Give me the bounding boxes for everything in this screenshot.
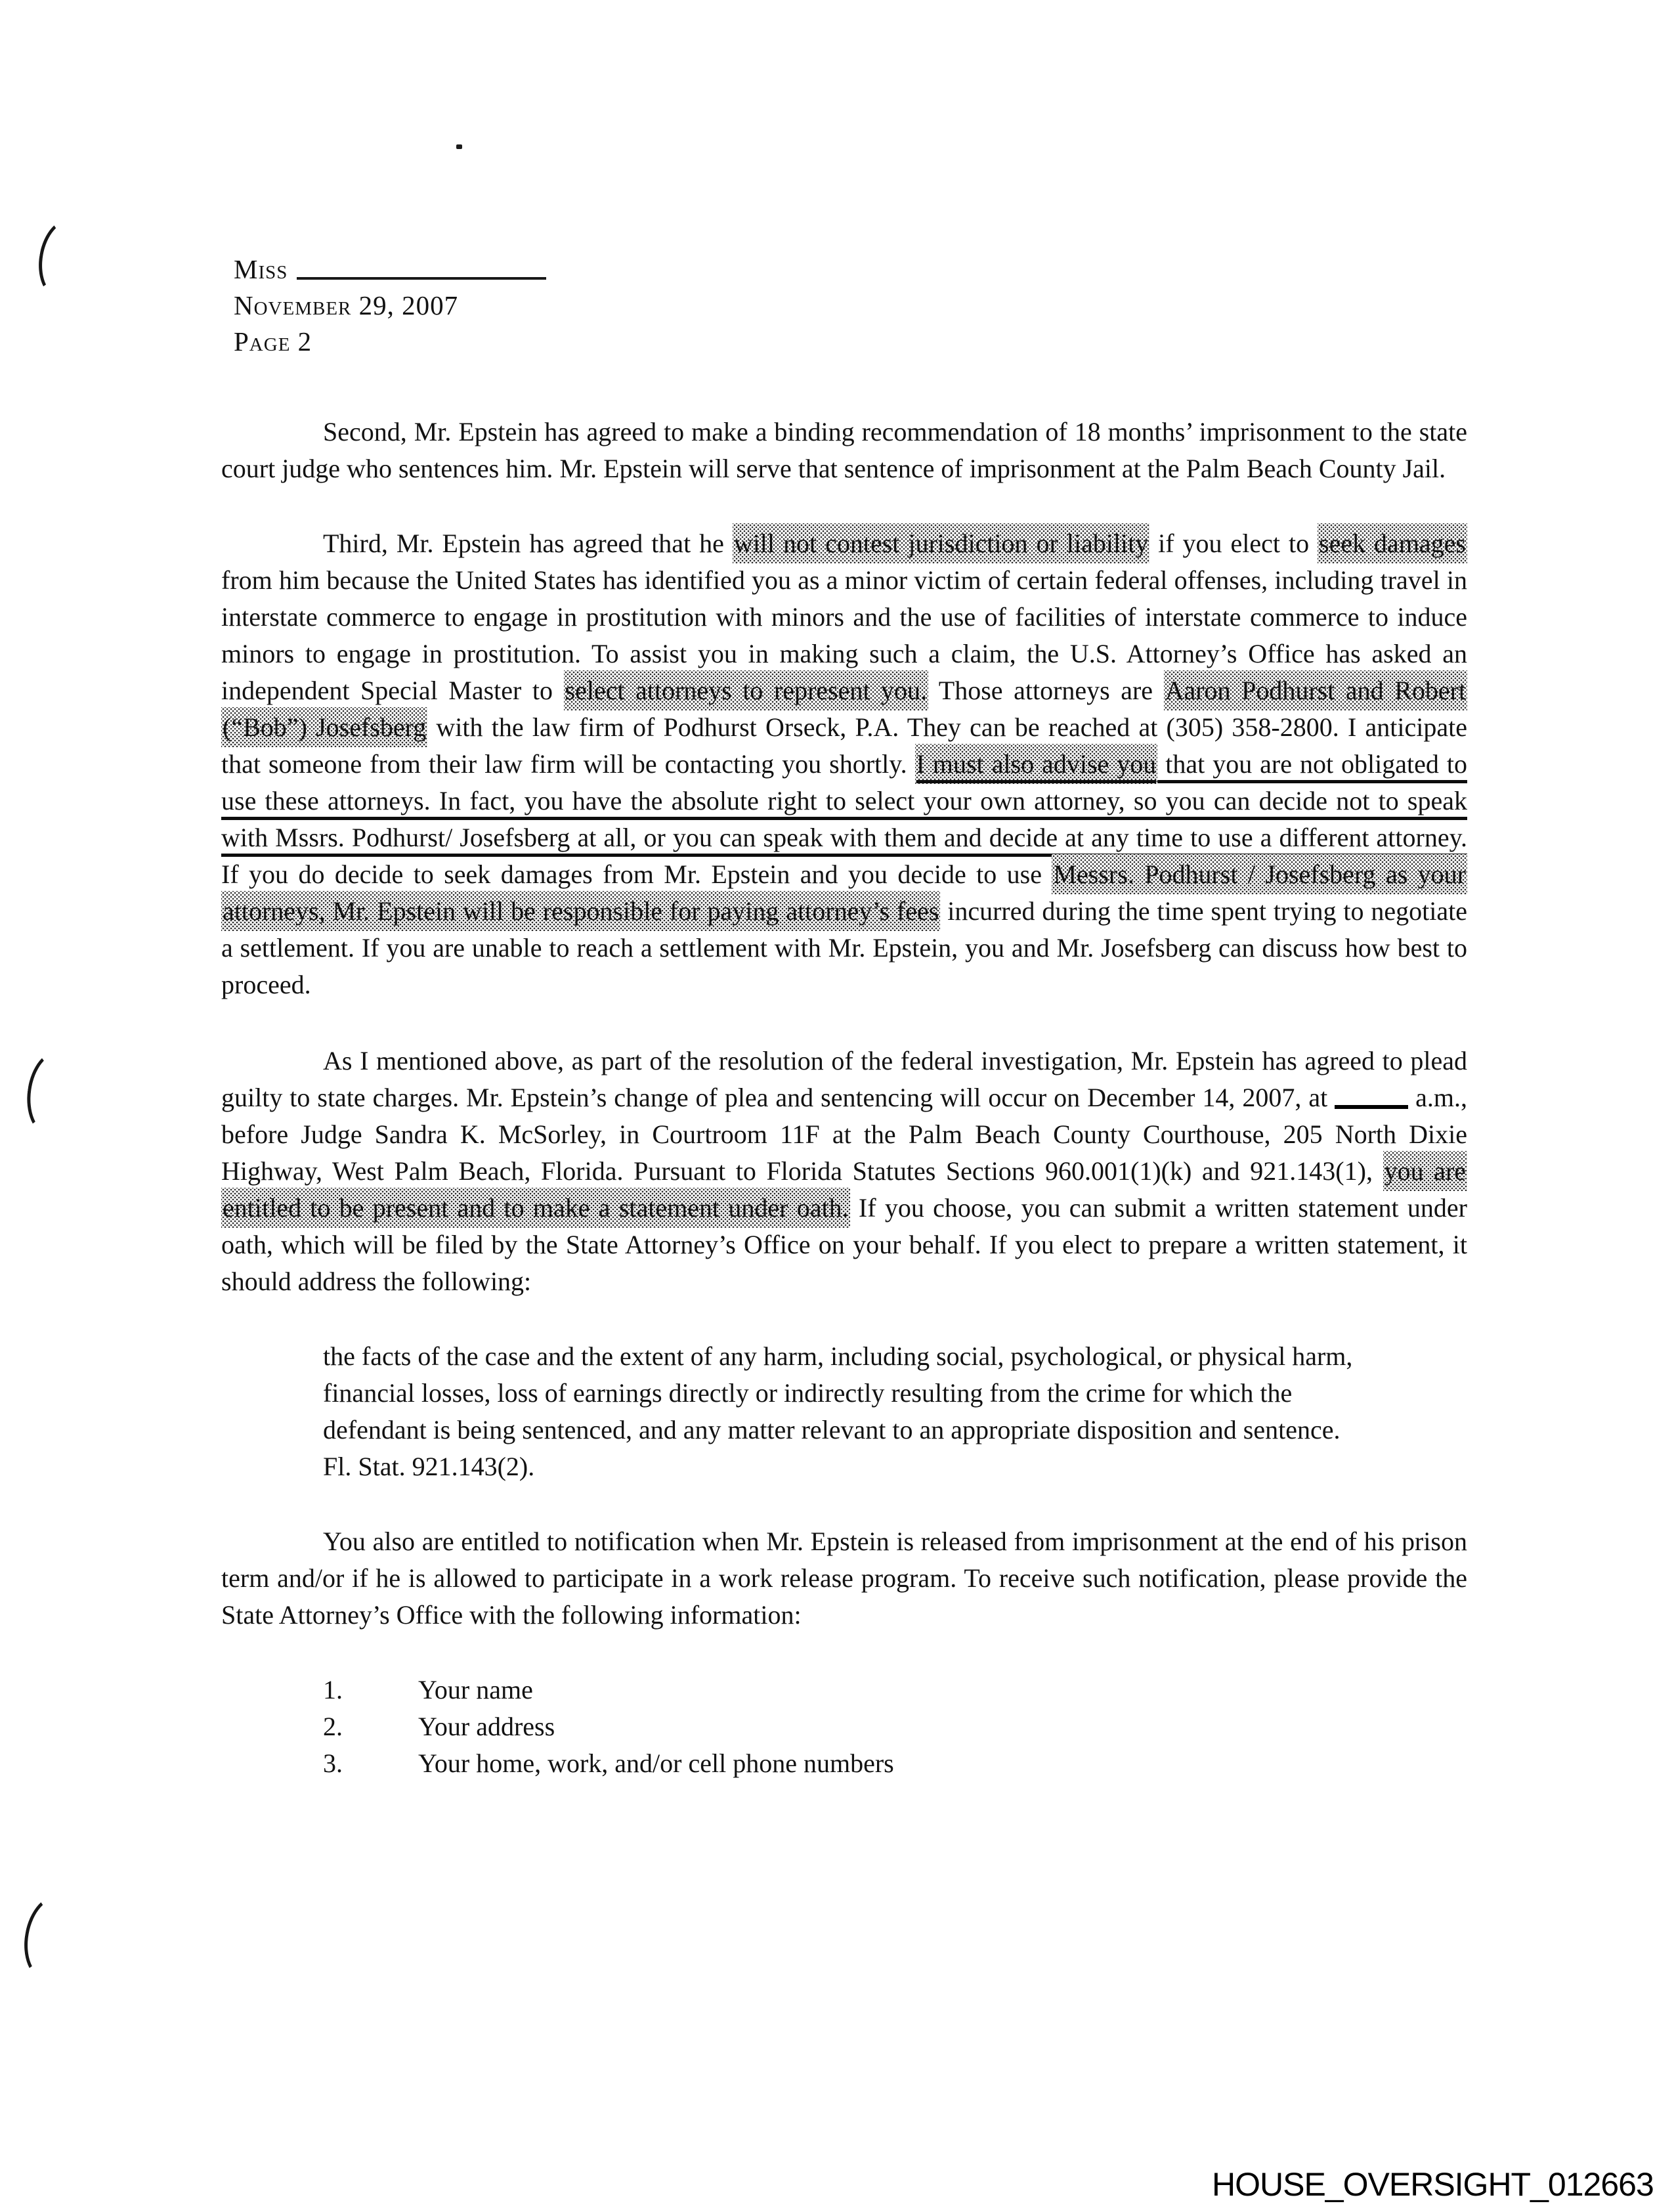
letter-header [234,251,546,360]
list-item-number: 3. [323,1748,343,1778]
list-item [323,1708,1467,1745]
scan-arc-artifact-bottom [18,1891,87,1986]
body-text: from him because the United States has identified you as a minor victim of certain federal offenses, including travel in interstate commerce to engage in prostitution with minors and the use of facilities of interstate commerce to induce minors to engage in prostitution. To assist you in making such a claim, the U.S. Attorney’s Office has asked an independent Special Master to [221,565,1467,705]
scan-arc-artifact-top [33,215,96,302]
addressee-line [234,251,546,288]
body-text: If you choose, you can submit a written statement under oath, which will be filed by the State Attorney’s Office on your behalf. If you elect to prepare a written statement, it should address the following: [221,1193,1467,1296]
paragraph-plea-hearing [221,1043,1467,1300]
underlined-text: that you are not obligated to use these attorneys. In fact, you have the absolute right to select your own attorney, so you can decide not to speak with Mssrs. Podhurst/ Josefsberg at all, or you can speak with them and decide at any time to use a different attorney. [221,749,1467,852]
list-item-number: 1. [323,1675,343,1704]
hearing-time-blank [1335,1085,1408,1109]
body-text: Second, Mr. Epstein has agreed to make a binding recommendation of 18 months’ imprisonment to the state court judge who sentences him. Mr. Epstein will serve that sentence of imprisonment at the Palm Beach County Jail. [221,417,1467,483]
paragraph-second-plea-terms [221,414,1467,487]
paragraph-release-notification [221,1523,1467,1634]
statement-content-guidelines [323,1338,1360,1485]
highlighted-underlined-text: I must also advise you [915,744,1158,784]
body-text: Those attorneys are [928,676,1164,705]
body-text: Third, Mr. Epstein has agreed that he [323,529,733,558]
list-item-text: Your name [418,1675,533,1704]
notification-info-list [323,1672,1467,1782]
addressee-name-blank [297,255,546,280]
body-text: As I mentioned above, as part of the resolution of the federal investigation, Mr. Epstein has agreed to plead guilty to state charges. Mr. Epstein’s change of plea and sentencing will occur on December 14, 2007, at [221,1046,1467,1112]
highlighted-text: will not contest jurisdiction or liability [733,523,1149,563]
letter-date: November 29, 2007 [234,290,459,320]
body-text: incurred during the time spent trying to negotiate a settlement. If you are unable to reach a settlement with Mr. Epstein, you and Mr. Josefsberg can discuss how best to proceed. [221,896,1467,999]
page-number-label: Page 2 [234,326,312,357]
highlighted-attorney-names: Aaron Podhurst and Robert (“Bob”) Josefsberg [221,670,1467,747]
list-item-text: Your address [418,1712,555,1741]
highlighted-text: you are entitled to be present and to make a statement under oath. [221,1151,1467,1228]
body-text: if you elect to [1149,529,1318,558]
scan-arc-artifact-middle [22,1047,85,1139]
body-text: If you do decide to seek damages from Mr. Epstein and you decide to use [221,859,1052,889]
highlighted-text: select attorneys to represent you. [564,670,928,710]
scan-speck [456,144,462,149]
bates-number: HOUSE_OVERSIGHT_012663 [1212,2166,1654,2203]
highlighted-text: seek damages [1318,523,1467,563]
quote-text: the facts of the case and the extent of any harm, including social, psychological, or physical harm, financial losses, loss of earnings directly or indirectly resulting from the crime for which the defendant is being sentenced, and any matter relevant to an appropriate disposition and sentence. Fl. Stat. 921.143(2). [323,1341,1353,1481]
body-text: a.m., before Judge Sandra K. McSorley, in Courtroom 11F at the Palm Beach County Courthouse, 205 North Dixie Highway, West Palm Beach, Florida. Pursuant to Florida Statutes Sections 960.001(1)(k) and 921.143(1), [221,1083,1467,1186]
addressee-label: Miss [234,254,288,284]
list-item [323,1745,1467,1782]
list-item [323,1672,1467,1708]
list-item-text: Your home, work, and/or cell phone numbers [418,1748,894,1778]
paragraph-third-damages [221,525,1467,1003]
highlighted-text: Messrs. Podhurst / Josefsberg as your attorneys, Mr. Epstein will be responsible for paying attorney’s fees [221,854,1467,931]
body-text: with the law firm of Podhurst Orseck, P.A. They can be reached at (305) 358-2800. I anticipate that someone from their law firm will be contacting you shortly. [221,712,1467,779]
letter-body [221,414,1467,1782]
list-item-number: 2. [323,1712,343,1741]
body-text: You also are entitled to notification when Mr. Epstein is released from imprisonment at the end of his prison term and/or if he is allowed to participate in a work release program. To receive such notification, please provide the State Attorney’s Office with the following information: [221,1527,1467,1630]
